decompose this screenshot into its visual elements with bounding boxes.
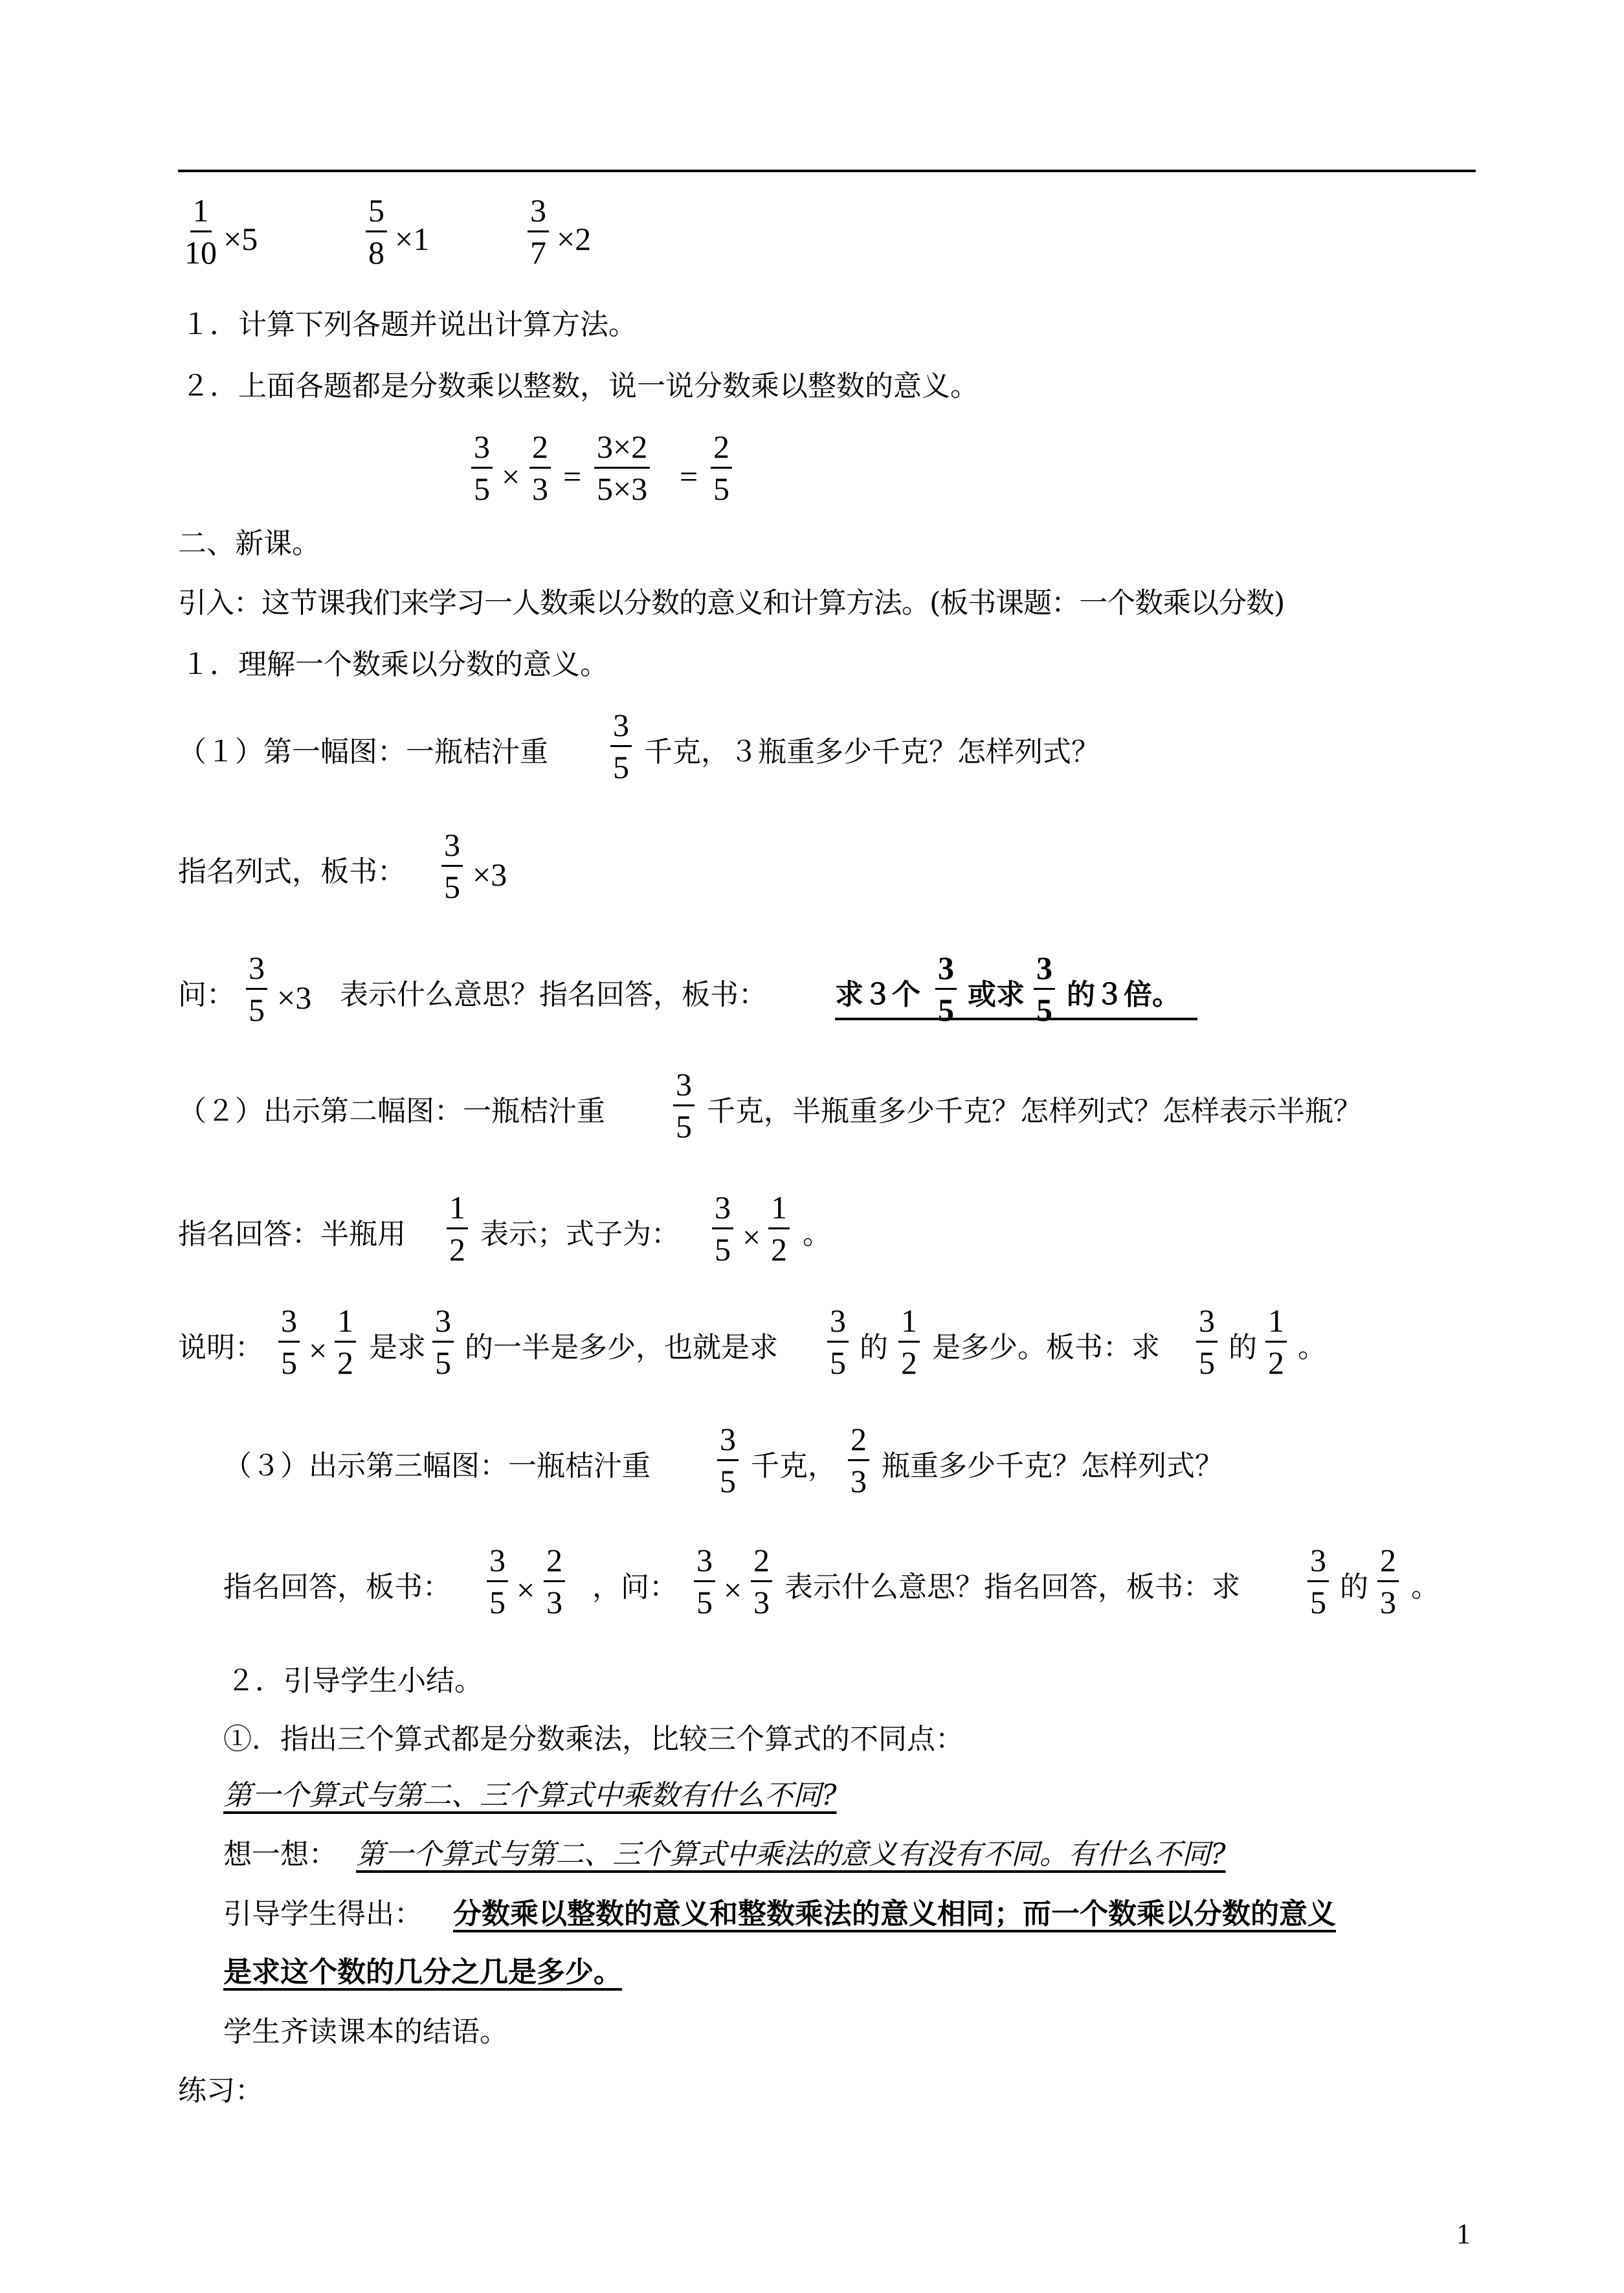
- operator: ×1: [395, 221, 430, 257]
- question-2: ２．上面各题都是分数乘以整数，说一说分数乘以整数的意义。: [181, 370, 979, 403]
- intro-text: 引入：这节课我们来学习一人数乘以分数的意义和计算方法。(板书课题：一个数乘以分数): [178, 587, 1285, 620]
- paragraph-2: 指名列式，板书： $\frac{3}{5}$ ×3: [178, 827, 507, 905]
- step-1: １．理解一个数乘以分数的意义。: [181, 648, 608, 681]
- paragraph-3: 问： $\frac{3}{5}$ ×3 表示什么意思？指名回答，板书： 求３个 $\frac{3}{5}$ 或求 $\frac{3}{5}$ 的３倍。: [0, 952, 1624, 1081]
- summary-6: 学生齐读课本的结语。: [223, 2015, 508, 2048]
- paragraph-8: 指名回答，板书： $\frac{3}{5}$ × $\frac{2}{3}$ ，问： $\frac{3}{5}$ × $\frac{2}{3}$ 表示什么意思？指名回答，板书：求 $\frac{3}{5}$ 的 $\frac{2}{3}$ 。: [223, 1542, 1440, 1620]
- paragraph-1: （１）第一幅图：一瓶桔汁重 $\frac{3}{5}$ 千克，３瓶重多少千克？怎样列式？: [178, 707, 1100, 785]
- paragraph-4: （２）出示第二幅图：一瓶桔汁重 $\frac{3}{5}$ 千克，半瓶重多少千克？怎样列式？怎样表示半瓶？: [178, 1066, 1362, 1145]
- summary-5: 是求这个数的几分之几是多少。: [223, 1956, 622, 1989]
- header-rule: [178, 170, 1476, 172]
- section-heading: 二、新课。: [178, 527, 320, 560]
- fraction: $\frac{1}{10}$: [184, 192, 217, 271]
- underline: [835, 1018, 1197, 1020]
- fraction: $\frac{5}{8}$: [366, 194, 387, 269]
- step-2: ２．引导学生小结。: [227, 1664, 483, 1697]
- operator: ×2: [557, 221, 592, 257]
- operator: ×5: [223, 221, 258, 257]
- question-1: １．计算下列各题并说出计算方法。: [181, 308, 637, 341]
- summary-1: ①．指出三个算式都是分数乘法，比较三个算式的不同点：: [223, 1723, 964, 1756]
- summary-4: 引导学生得出： 分数乘以整数的意义和整数乘法的意义相同；而一个数乘以分数的意义: [223, 1897, 1336, 1930]
- paragraph-7: （３）出示第三幅图：一瓶桔汁重 $\frac{3}{5}$ 千克， $\frac{2}{3}$ 瓶重多少千克？怎样列式？: [223, 1421, 1223, 1499]
- fraction: $\frac{3}{7}$: [528, 194, 549, 269]
- page-number: 1: [1456, 2218, 1471, 2250]
- paragraph-5: 指名回答：半瓶用 $\frac{1}{2}$ 表示；式子为： $\frac{3}{5}$ × $\frac{1}{2}$ 。: [178, 1189, 831, 1268]
- paragraph-6: 说明： $\frac{3}{5}$ × $\frac{1}{2}$ 是求 $\frac{3}{5}$ 的一半是多少，也就是求 $\frac{3}{5}$ 的 $\frac{1}{2}$ 是多少。板书：求 $\frac{3}{5}$ 的 $\frac{1}{2}$ 。: [178, 1303, 1326, 1381]
- summary-3: 想一想： 第一个算式与第二、三个算式中乘法的意义有没有不同。有什么不同?: [223, 1838, 1226, 1871]
- summary-2: 第一个算式与第二、三个算式中乘数有什么不同?: [223, 1779, 837, 1812]
- practice-heading: 练习：: [178, 2074, 263, 2107]
- main-formula: $\frac{3}{5}$ × $\frac{2}{3}$ = $\frac{3\times 2}{5\times 3}$ = $\frac{2}{5}$: [0, 431, 1624, 560]
- exercise-row: [0, 194, 1624, 324]
